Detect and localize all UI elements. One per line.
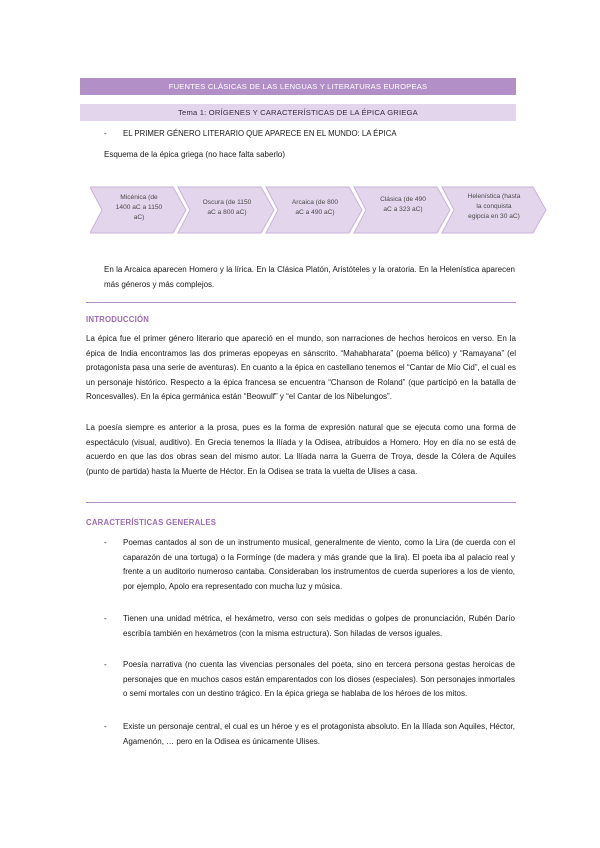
- bullet-dash: -: [104, 722, 107, 731]
- caracteristicas-heading: CARACTERÍSTICAS GENERALES: [86, 518, 217, 527]
- timeline-stage-3-line1: Arcaica (de 800: [291, 199, 339, 206]
- bullet-dash: -: [104, 129, 107, 138]
- introduccion-paragraph-2: La poesía siempre es anterior a la prosa, pues es la forma de expresión natural que se ejecuta como una forma de espectáculo (visual, auditivo). En Grecia tenemos la Ilíada y la Odisea, atribuidos a Homero. Hoy en día no se está de acuerdo en que las dos obras sean del mismo autor. La Ilíada narra la Guerra de Troya, desde la Cólera de Aquiles (punto de partida) hasta la Muerte de Héctor. En la Odisea se trata la vuelta de Ulises a casa.: [86, 423, 516, 476]
- introduccion-heading: INTRODUCCIÓN: [86, 315, 150, 324]
- timeline-stage-1-line1: Micénica (de: [120, 194, 158, 201]
- timeline-stage-5: [448, 192, 540, 222]
- introduccion-paragraph-1: La épica fue el primer género literario que apareció en el mundo, son narraciones de hechos heroicos en verso. En la épica de India encontramos las dos primeras epopeyas en sánscrito. “Mahabharata” (poema bélico) y “Ramayana” (el protagonista pasa una serie de aventuras). En cuanto a la épica en castellano tenemos el “Cantar de Mío Cid”, el cual es un personaje histórico. Respecto a la épica francesa se encuentra “Chanson de Roland” (que participó en la batalla de Roncesvalles). En la épica germánica están “Beowulf” y “el Cantar de los Nibelungos”.: [86, 334, 516, 401]
- caracteristica-text: Existe un personaje central, el cual es un héroe y es el protagonista absoluto. En la Ilíada son Aquiles, Héctor, Agamenón, … pero en la Odisea es únicamente Ulises.: [123, 722, 515, 746]
- timeline-stage-1-line3: aC): [133, 214, 145, 221]
- caracteristica-text: Poemas cantados al son de un instrumento musical, generalmente de viento, como la Lira (de cuerda con el caparazón de una tortuga) o la Formínge (de madera y más grande que la lira). El poeta iba al palacio real y frente a un auditorio numeroso cantaba. Consideraban los instrumentos de cuerda superiores a los de viento, por ejemplo, Apolo era representado con mucha luz y música.: [123, 538, 515, 591]
- timeline-stage-2: [186, 198, 268, 218]
- caracteristica-text: Tienen una unidad métrica, el hexámetro, verso con seis medidas o golpes de pronunciación, Rubén Darío escribía también en hexámetros (con la misma estructura). Son hiladas de versos iguales.: [123, 614, 515, 638]
- timeline-stage-3-line2: aC a 490 aC): [295, 209, 335, 216]
- bullet-dash: -: [104, 614, 107, 623]
- epic-timeline-diagram: [90, 183, 550, 238]
- timeline-stage-5-line1: Helenística (hasta: [467, 193, 521, 200]
- timeline-stage-1-line2: 1400 aC a 1150: [115, 204, 163, 211]
- timeline-stage-4: [362, 195, 444, 215]
- caracteristica-item: [104, 536, 515, 594]
- section-divider: [86, 502, 516, 503]
- timeline-stage-2-line1: Oscura (de 1150: [202, 199, 252, 206]
- course-title: FUENTES CLÁSICAS DE LAS LENGUAS Y LITERATURAS EUROPEAS: [168, 82, 428, 91]
- timeline-stage-1: [98, 193, 180, 223]
- bullet-dash: -: [104, 538, 107, 547]
- timeline-stage-2-line2: aC a 800 aC): [207, 209, 247, 216]
- timeline-stage-5-line3: egipcia en 30 aC): [468, 213, 520, 220]
- caracteristica-item: [104, 658, 515, 702]
- timeline-stage-5-line2: la conquista: [476, 203, 512, 210]
- timeline-stage-4-line1: Clásica (de 490: [380, 196, 426, 203]
- timeline-stage-4-line2: aC a 323 aC): [383, 206, 423, 213]
- topic-title-banner: [80, 104, 516, 121]
- caracteristica-item: [104, 612, 515, 641]
- topic-title: Tema 1: ORÍGENES Y CARACTERÍSTICAS DE LA ÉPICA GRIEGA: [178, 108, 418, 117]
- course-title-banner: [80, 78, 516, 95]
- esquema-label: Esquema de la épica griega (no hace falta saberlo): [104, 150, 285, 159]
- caracteristica-text: Poesía narrativa (no cuenta las vivencias personales del poeta, sino en tercera persona gestas heroicas de personajes que en muchos casos están emparentados con los dioses (especiales). Son personajes inmortales o semi mortales con un destino trágico. En la épica griega se hablaba de los héroes de los mitos.: [123, 660, 515, 698]
- intro-bullet-text: EL PRIMER GÉNERO LITERARIO QUE APARECE EN EL MUNDO: LA ÉPICA: [123, 129, 397, 138]
- caracteristica-item: [104, 720, 515, 749]
- timeline-note: En la Arcaica aparecen Homero y la lírica. En la Clásica Platón, Aristóteles y la oratoria. En la Helenística aparecen más géneros y más complejos.: [104, 265, 515, 289]
- timeline-stage-3: [274, 198, 356, 218]
- section-divider: [86, 302, 516, 303]
- bullet-dash: -: [104, 660, 107, 669]
